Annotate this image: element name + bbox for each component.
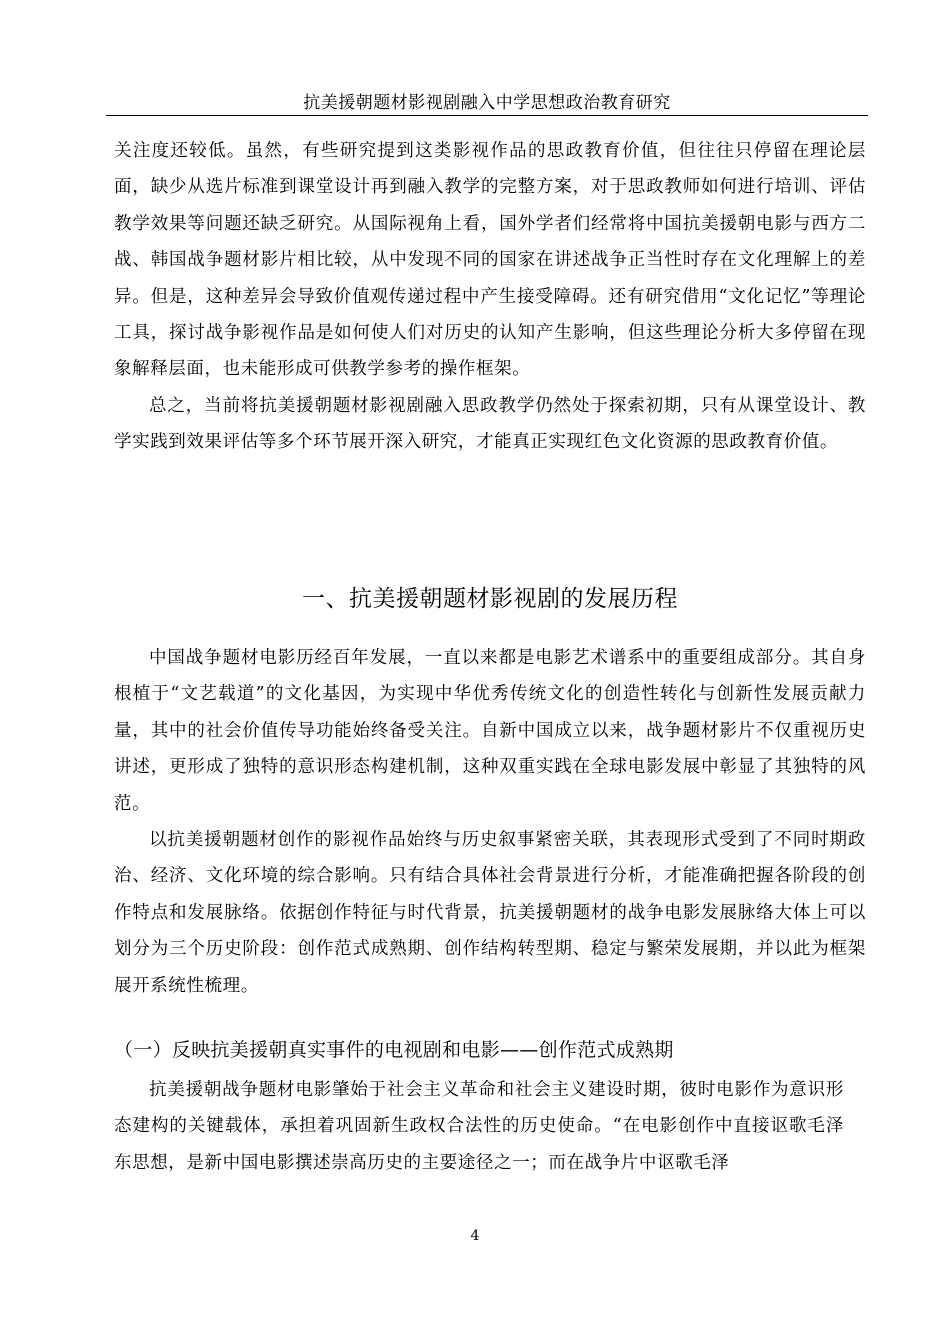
section-text-block [114,640,866,1004]
paragraph-continued: 关注度还较低。虽然，有些研究提到这类影视作品的思政教育价值，但往往只停留在理论层面，缺少从选片标准到课堂设计再到融入教学的完整方案，对于思政教师如何进行培训、评估教学效果等问题还缺乏研究。从国际视角上看，国外学者们经常将中国抗美援朝电影与西方二战、韩国战争题材影片相比较，从中发现不同的国家在讲述战争正当性时存在文化理解上的差异。但是，这种差异会导致价值观传递过程中产生接受障碍。还有研究借用“文化记忆”等理论工具，探讨战争影视作品是如何使人们对历史的认知产生影响，但这些理论分析大多停留在现象解释层面，也未能形成可供教学参考的操作框架。 [114,141,866,380]
page-number: 4 [470,1228,480,1244]
paragraph-summary: 总之，当前将抗美援朝题材影视剧融入思政教学仍然处于探索初期，只有从课堂设计、教学实践到效果评估等多个环节展开深入研究，才能真正实现红色文化资源的思政教育价值。 [114,395,866,453]
running-header: 抗美援朝题材影视剧融入中学思想政治教育研究 [303,93,671,113]
subsection-text-block [114,1072,844,1181]
section-paragraph-1: 中国战争题材电影历经百年发展，一直以来都是电影艺术谱系中的重要组成部分。其自身根植于“文艺载道”的文化基因，为实现中华优秀传统文化的创造性转化与创新性发展贡献力量，其中的社会价值传导功能始终备受关注。自新中国成立以来，战争题材影片不仅重视历史讲述，更形成了独特的意识形态构建机制，这种双重实践在全球电影发展中彰显了其独特的风范。 [114,648,866,814]
subsection-paragraph-1: 抗美援朝战争题材电影肇始于社会主义革命和社会主义建设时期，彼时电影作为意识形态建构的关键载体，承担着巩固新生政权合法性的历史使命。“在电影创作中直接讴歌毛泽东思想，是新中国电影撰述崇高历史的主要途径之一；而在战争片中讴歌毛泽 [114,1080,844,1173]
header-divider [106,115,868,116]
top-text-block [114,133,866,461]
section-paragraph-2: 以抗美援朝题材创作的影视作品始终与历史叙事紧密关联，其表现形式受到了不同时期政治、经济、文化环境的综合影响。只有结合具体社会背景进行分析，才能准确把握各阶段的创作特点和发展脉络。依据创作特征与时代背景，抗美援朝题材的战争电影发展脉络大体上可以划分为三个历史阶段：创作范式成熟期、创作结构转型期、稳定与繁荣发展期，并以此为框架展开系统性梳理。 [114,830,866,996]
section-heading: 一、抗美援朝题材影视剧的发展历程 [302,586,678,612]
subsection-heading: （一）反映抗美援朝真实事件的电视剧和电影——创作范式成熟期 [114,1039,674,1061]
